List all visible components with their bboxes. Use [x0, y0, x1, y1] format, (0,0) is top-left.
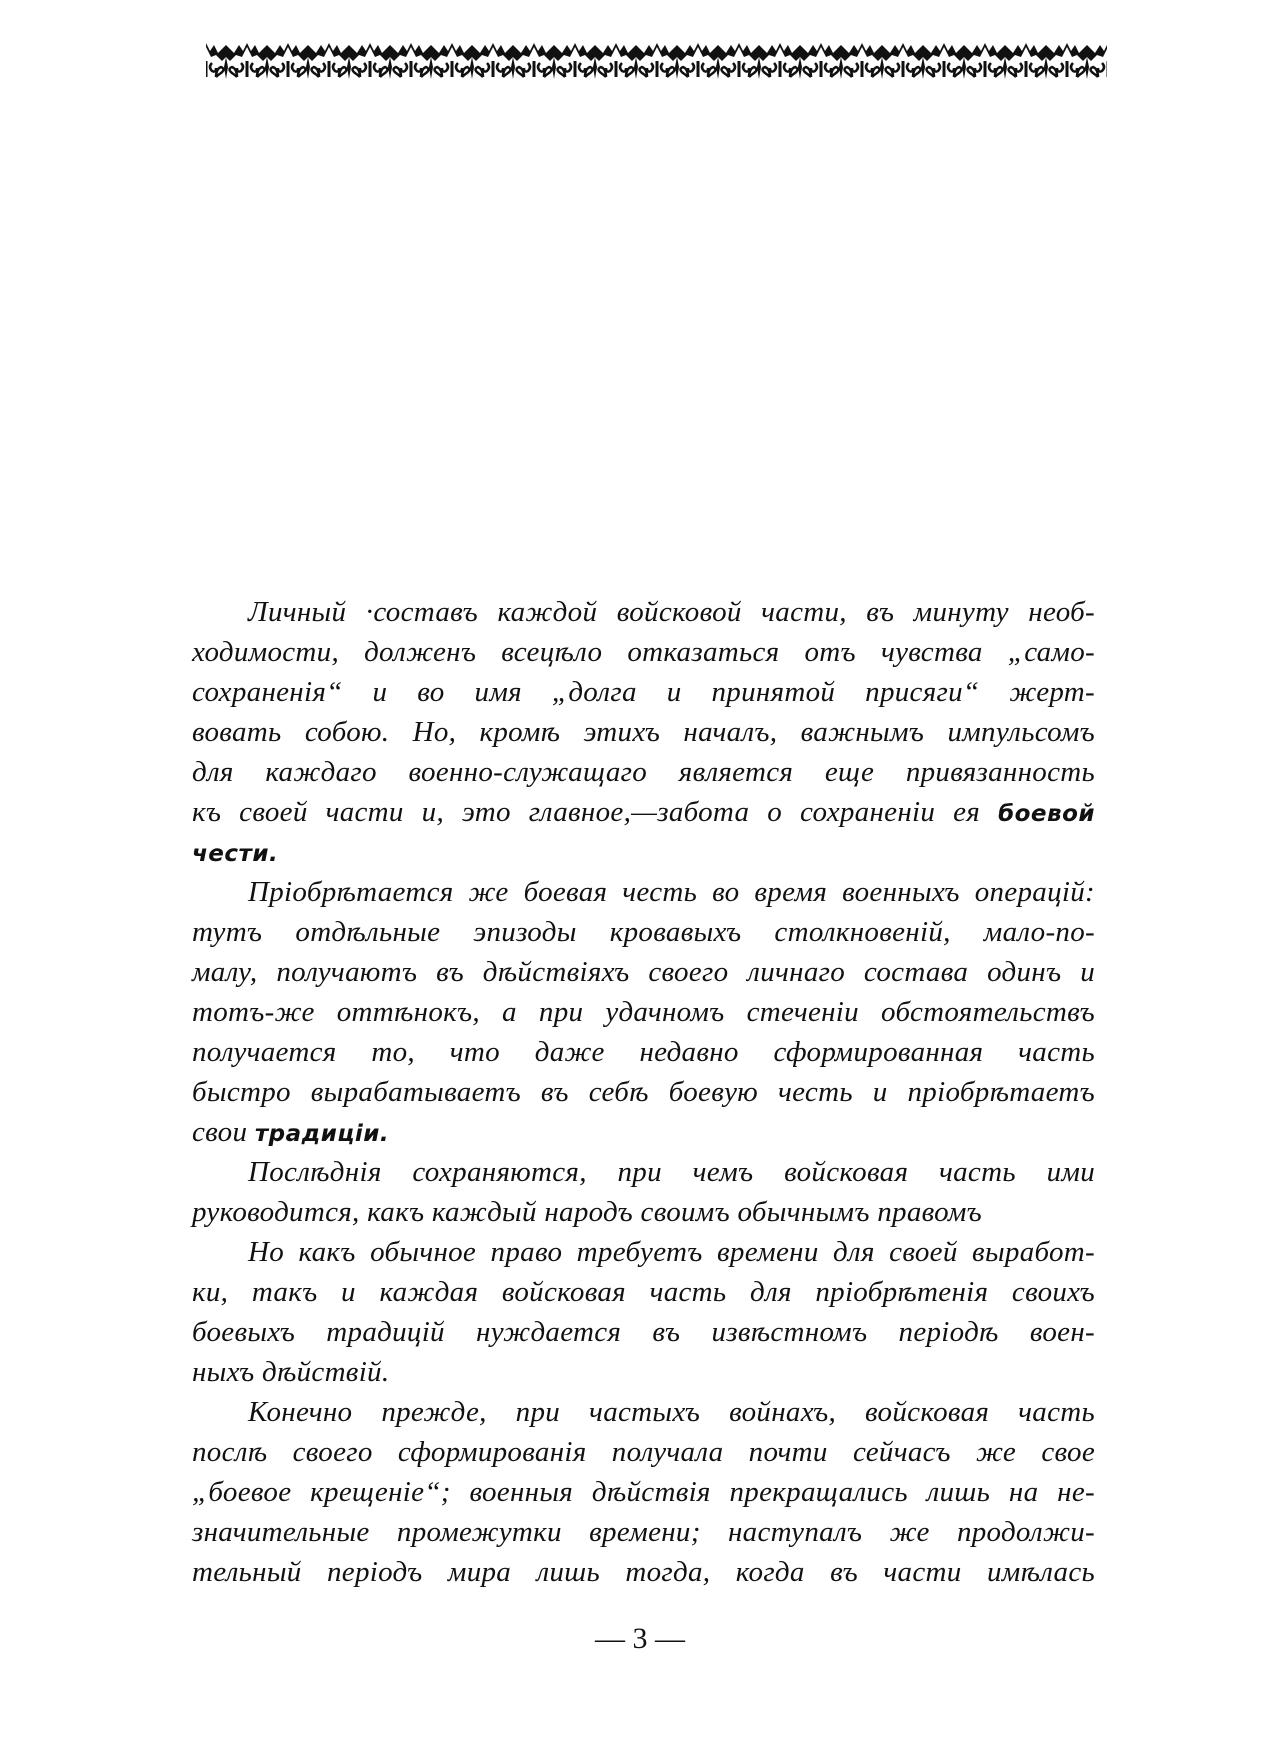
paragraph — [192, 1392, 1095, 1592]
text-line — [192, 1112, 1095, 1152]
decorative-ornament-border — [206, 43, 1107, 79]
paragraph — [192, 872, 1095, 1152]
text-line: тутъ отдѣльные эпизоды кровавыхъ столкновеній, мало-по- — [192, 916, 1095, 948]
text-line: Пріобрѣтается же боевая честь во время военныхъ операцій: — [248, 876, 1095, 908]
text-line: ныхъ дѣйствій. — [192, 1356, 390, 1388]
text-line: руководится, какъ каждый народъ своимъ обычнымъ правомъ — [192, 1196, 982, 1228]
text-line: Конечно прежде, при частыхъ войнахъ, войсковая часть — [248, 1396, 1095, 1428]
text-line: значительные промежутки времени; наступалъ же продолжи- — [192, 1516, 1095, 1548]
text-line: быстро вырабатываетъ въ себѣ боевую честь и пріобрѣтаетъ — [192, 1076, 1095, 1108]
text-line: „боевое крещеніе“; военныя дѣйствія прекращались лишь на не- — [192, 1476, 1095, 1508]
bold-text: чести. — [192, 841, 279, 867]
bold-text: боевой — [998, 801, 1095, 827]
text-line: ки, такъ и каждая войсковая часть для пріобрѣтенія своихъ — [192, 1276, 1095, 1308]
text-line: Послѣднія сохраняются, при чемъ войсковая часть ими — [248, 1156, 1095, 1188]
text-segment: къ своей части и, это главное,—забота о сохраненіи ея — [192, 796, 981, 828]
text-line: тотъ-же оттѣнокъ, а при удачномъ стеченіи обстоятельствъ — [192, 996, 1095, 1028]
text-line: Личный ·составъ каждой войсковой части, въ минуту необ- — [248, 596, 1095, 628]
paragraph — [192, 1232, 1095, 1392]
text-line: тельный періодъ мира лишь тогда, когда въ части имѣлась — [192, 1556, 1095, 1588]
text-line: получается то, что даже недавно сформированная часть — [192, 1036, 1095, 1068]
page-number: — 3 — — [595, 1622, 685, 1655]
text-line: сохраненія“ и во имя „долга и принятой присяги“ жерт- — [192, 676, 1095, 708]
text-line: ходимости, долженъ всецѣло отказаться отъ чувства „само- — [192, 636, 1095, 668]
text-line: малу, получаютъ въ дѣйствіяхъ своего личнаго состава одинъ и — [192, 956, 1095, 988]
paragraph — [192, 592, 1095, 872]
text-line — [192, 792, 1095, 832]
text-line: послѣ своего сформированія получала почти сейчасъ же свое — [192, 1436, 1095, 1468]
text-line — [192, 832, 1095, 872]
text-segment: свои — [192, 1116, 248, 1148]
text-line: для каждаго военно-служащаго является еще привязанность — [192, 756, 1095, 788]
bold-text: традиціи. — [254, 1121, 390, 1147]
paragraph — [192, 1152, 1095, 1232]
text-line: боевыхъ традицій нуждается въ извѣстномъ періодѣ воен- — [192, 1316, 1095, 1348]
body-text — [192, 592, 1095, 1592]
text-line: вовать собою. Но, кромѣ этихъ началъ, важнымъ импульсомъ — [192, 716, 1095, 748]
text-line: Но какъ обычное право требуетъ времени для своей выработ- — [248, 1236, 1095, 1268]
